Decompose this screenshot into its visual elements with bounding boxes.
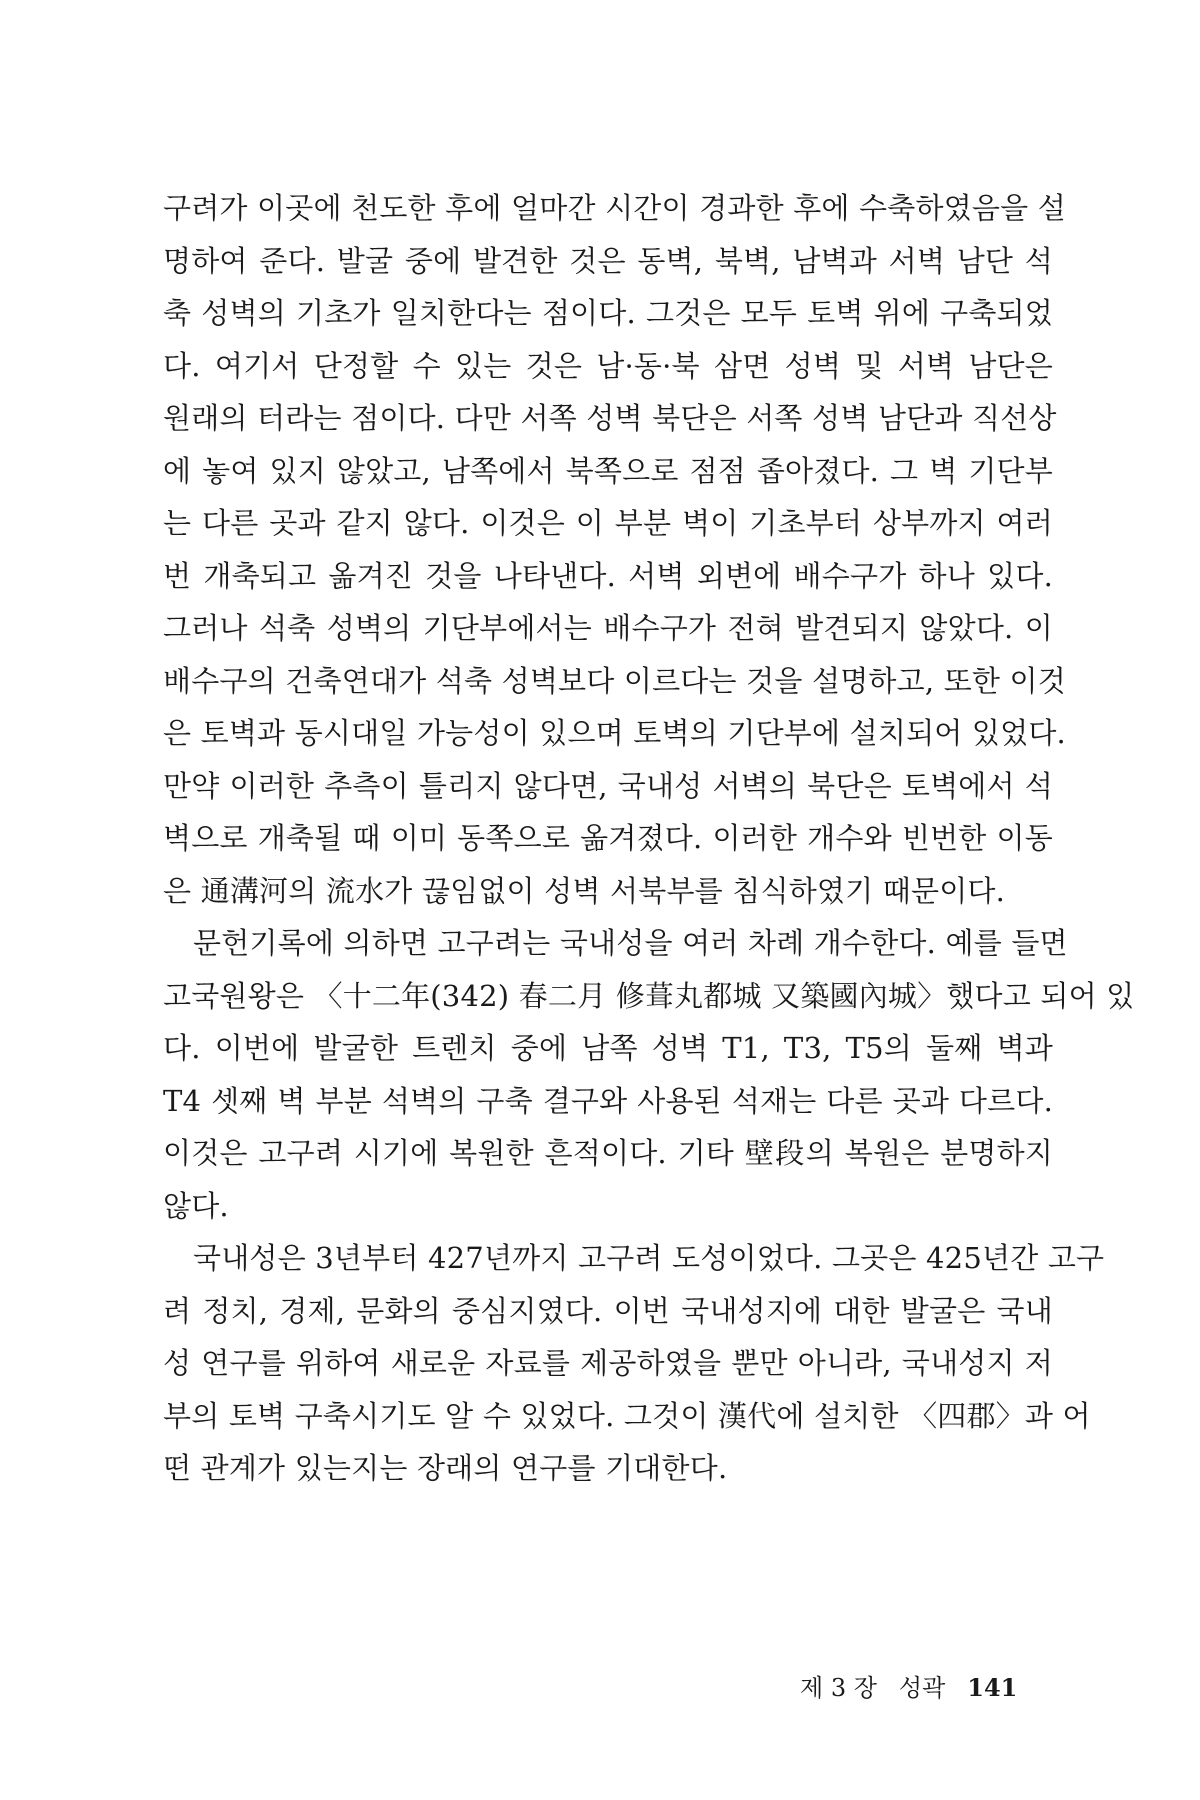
body-text [163,182,1135,1495]
text-line: 부의 토벽 구축시기도 알 수 있었다. 그것이 漢代에 설치한 〈四郡〉과 어 [163,1398,1091,1433]
text-line: 고국원왕은 〈十二年(342) 春二月 修葺丸都城 又築國內城〉했다고 되어 있 [163,978,1135,1013]
chapter-label: 제 3 장 [800,1674,877,1702]
text-line: 원래의 터라는 점이다. 다만 서쪽 성벽 북단은 서쪽 성벽 남단과 직선상 [163,401,1057,435]
text-line: 다. 이번에 발굴한 트렌치 중에 남쪽 성벽 T1, T3, T5의 둘째 벽과 [163,1031,1053,1065]
text-line: 않다. [163,1188,229,1223]
text-line: 벽으로 개축될 때 이미 동쪽으로 옮겨졌다. 이러한 개수와 빈번한 이동 [163,821,1053,855]
page-footer [800,1668,1060,1708]
text-line: 국내성은 3년부터 427년까지 고구려 도성이었다. 그곳은 425년간 고구 [193,1241,1105,1275]
text-line: 는 다른 곳과 같지 않다. 이것은 이 부분 벽이 기초부터 상부까지 여러 [163,506,1053,540]
text-line: T4 셋째 벽 부분 석벽의 구축 결구와 사용된 석재는 다른 곳과 다르다. [163,1083,1053,1118]
text-line: 문헌기록에 의하면 고구려는 국내성을 여러 차례 개수한다. 예를 들면 [193,926,1068,960]
text-line: 구려가 이곳에 천도한 후에 얼마간 시간이 경과한 후에 수축하였음을 설 [163,191,1066,225]
text-line: 은 토벽과 동시대일 가능성이 있으며 토벽의 기단부에 설치되어 있었다. [163,716,1066,750]
text-line: 성 연구를 위하여 새로운 자료를 제공하였을 뿐만 아니라, 국내성지 저 [163,1346,1053,1380]
text-line: 만약 이러한 추측이 틀리지 않다면, 국내성 서벽의 북단은 토벽에서 석 [163,768,1053,803]
text-line: 번 개축되고 옮겨진 것을 나타낸다. 서벽 외변에 배수구가 하나 있다. [163,558,1053,593]
text-line: 축 성벽의 기초가 일치한다는 점이다. 그것은 모두 토벽 위에 구축되었 [163,296,1053,330]
text-line: 려 정치, 경제, 문화의 중심지였다. 이번 국내성지에 대한 발굴은 국내 [163,1293,1053,1328]
text-line: 에 놓여 있지 않았고, 남쪽에서 북쪽으로 점점 좁아졌다. 그 벽 기단부 [163,453,1053,488]
text-line: 그러나 석축 성벽의 기단부에서는 배수구가 전혀 발견되지 않았다. 이 [163,611,1053,645]
text-line: 이것은 고구려 시기에 복원한 흔적이다. 기타 壁段의 복원은 분명하지 [163,1136,1053,1170]
text-line: 은 通溝河의 流水가 끊임없이 성벽 서북부를 침식하였기 때문이다. [163,873,1006,908]
text-line: 명하여 준다. 발굴 중에 발견한 것은 동벽, 북벽, 남벽과 서벽 남단 석 [163,243,1053,278]
text-line: 다. 여기서 단정할 수 있는 것은 남·동·북 삼면 성벽 및 서벽 남단은 [163,348,1053,383]
text-line: 배수구의 건축연대가 석축 성벽보다 이르다는 것을 설명하고, 또한 이것 [163,663,1066,698]
text-line: 떤 관계가 있는지는 장래의 연구를 기대한다. [163,1451,728,1485]
page-number: 141 [967,1673,1018,1702]
chapter-title: 성곽 [898,1674,946,1702]
